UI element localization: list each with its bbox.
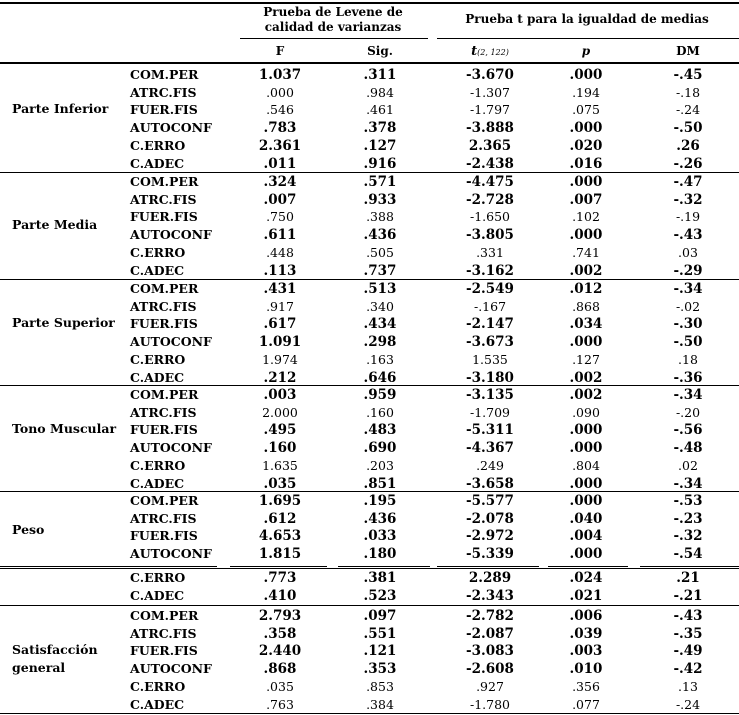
table-row [0,369,739,387]
p-cell: .016 [569,155,603,172]
table-row [0,569,739,587]
variable-cell: C.ADEC [130,262,185,278]
group-separator [0,568,739,569]
t-cell: -.167 [473,298,507,314]
table-row [0,66,739,84]
group-label: Parte Inferior [12,101,109,116]
t-cell: -5.311 [466,422,514,439]
t-cell: -4.367 [466,440,514,457]
dm-cell: -.30 [673,316,703,333]
dm-cell: -.53 [673,493,703,509]
dm-cell: -.32 [673,191,703,208]
t-cell: -3.888 [466,120,514,137]
p-cell: .090 [572,404,600,420]
p-cell: .012 [569,281,603,297]
group-label: Satisfacción general [12,642,98,675]
f-cell: .035 [266,678,294,694]
col-dm-header: DM [676,44,700,58]
table-row [0,280,739,298]
dm-cell: -.54 [673,546,703,563]
sig-cell: .505 [366,244,394,260]
dm-cell: .26 [676,137,700,154]
table-row [0,404,739,422]
f-cell: .868 [263,661,297,678]
t-cell: -1.650 [469,209,510,225]
dm-cell: -.50 [673,334,703,351]
p-cell: .000 [569,493,603,509]
t-cell: .331 [476,244,504,260]
ttest-underline [437,38,739,39]
col-p-header: p [581,44,591,58]
f-cell: .410 [263,587,297,604]
dm-cell: -.56 [673,422,703,439]
f-cell: .431 [263,281,297,297]
t-cell: -3.658 [466,475,514,492]
variable-cell: C.ERRO [130,137,186,153]
f-cell: .007 [263,191,297,208]
table-bottom-rule [0,713,739,714]
dm-cell: .02 [678,457,698,473]
p-cell: .002 [569,369,603,386]
col-t-header [437,44,543,60]
p-cell: .000 [569,120,603,137]
sig-cell: .434 [363,316,397,333]
p-cell: .356 [572,678,600,694]
table-row [0,475,739,493]
table-row [0,642,739,660]
p-cell: .000 [569,546,603,563]
t-cell: -3.670 [466,67,514,83]
sig-cell: .690 [363,440,397,457]
variable-cell: C.ADEC [130,475,185,491]
f-cell: .917 [266,298,294,314]
sig-cell: .127 [363,137,397,154]
f-cell: .612 [263,510,297,527]
f-cell: .000 [266,84,294,100]
f-cell: 1.037 [258,67,302,83]
col-t-subscript: (2, 122) [477,48,509,57]
sig-cell: .195 [363,493,397,509]
sig-cell: .384 [366,696,394,712]
table-row [0,492,739,510]
variable-cell: C.ADEC [130,155,185,171]
sig-cell: .483 [363,422,397,439]
variable-cell: C.ADEC [130,369,185,385]
f-cell: .546 [266,102,294,118]
variable-cell: FUER.FIS [130,316,198,332]
table-row [0,298,739,316]
col-t-label: t [471,44,478,59]
t-cell: 2.289 [468,570,512,586]
group-label: Parte Media [12,217,98,232]
dm-cell: .03 [678,244,698,260]
f-cell: 1.815 [258,546,302,563]
variable-cell: FUER.FIS [130,209,198,225]
sig-cell: .381 [363,570,397,586]
table-row [0,262,739,280]
dm-cell: -.20 [675,404,701,420]
f-cell: .212 [263,369,297,386]
table-row [0,421,739,439]
variable-cell: ATRC.FIS [130,404,197,420]
dm-cell: -.24 [675,102,701,118]
t-cell: -3.805 [466,227,514,244]
table-row [0,333,739,351]
t-cell: -2.438 [466,155,514,172]
table-row [0,173,739,191]
variable-cell: C.ADEC [130,587,185,603]
sig-cell: .353 [363,661,397,678]
group-separator [0,605,739,606]
p-cell: .006 [569,608,603,624]
table-row [0,678,739,696]
f-cell: 1.091 [258,334,302,351]
group-label: Tono Muscular [12,421,117,436]
t-cell: -2.549 [466,281,514,297]
t-cell: -3.083 [466,643,514,660]
variable-cell: COM.PER [130,174,199,189]
f-cell: .763 [266,696,294,712]
p-cell: .004 [569,528,603,545]
dm-cell: -.32 [673,528,703,545]
sig-cell: .097 [363,608,397,624]
p-cell: .024 [569,570,603,586]
sig-cell: .203 [366,457,394,473]
t-cell: -3.180 [466,369,514,386]
col-sig-header: Sig. [367,44,393,58]
f-cell: 2.793 [258,608,302,624]
dm-cell: -.21 [673,587,703,604]
p-cell: .000 [569,440,603,457]
sig-cell: .646 [363,369,397,386]
sig-cell: .523 [363,587,397,604]
t-cell: 2.365 [468,137,512,154]
variable-cell: ATRC.FIS [130,510,197,526]
dm-cell: -.34 [673,475,703,492]
variable-cell: FUER.FIS [130,643,198,659]
f-cell: 2.361 [258,137,302,154]
variable-cell: AUTOCONF [130,661,212,677]
t-cell: -1.709 [469,404,510,420]
dm-cell: -.18 [675,84,701,100]
split-separator [548,566,628,567]
p-cell: .039 [569,625,603,642]
t-cell: -3.135 [466,387,514,403]
sig-cell: .571 [363,174,397,190]
f-cell: .035 [263,475,297,492]
p-cell: .000 [569,334,603,351]
f-cell: .773 [263,570,297,586]
f-cell: 2.000 [262,404,298,420]
t-cell: -2.728 [466,191,514,208]
t-cell: -2.343 [466,587,514,604]
p-cell: .127 [572,351,600,367]
f-cell: 1.974 [262,351,298,367]
variable-cell: ATRC.FIS [130,84,197,100]
t-cell: -2.972 [466,528,514,545]
table-row [0,191,739,209]
table-row [0,660,739,678]
split-separator [230,566,327,567]
sig-cell: .298 [363,334,397,351]
table-row [0,244,739,262]
t-cell: -4.475 [466,174,514,190]
table-row [0,84,739,102]
sig-cell: .340 [366,298,394,314]
f-cell: .448 [266,244,294,260]
variable-cell: C.ERRO [130,351,186,367]
p-cell: .002 [569,262,603,279]
table-row [0,101,739,119]
f-cell: .617 [263,316,297,333]
f-cell: 4.653 [258,528,302,545]
table-row [0,625,739,643]
group-label: Parte Superior [12,315,115,330]
f-cell: 1.635 [262,457,298,473]
ttest-header: Prueba t para la igualdad de medias [465,12,709,26]
t-cell: .249 [476,457,504,473]
sig-cell: .853 [366,678,394,694]
variable-cell: FUER.FIS [130,422,198,438]
p-cell: .000 [569,475,603,492]
dm-cell: .21 [676,570,700,586]
t-cell: -3.673 [466,334,514,351]
variable-cell: AUTOCONF [130,440,212,456]
variable-cell: C.ERRO [130,678,186,694]
dm-cell: -.35 [673,625,703,642]
table-row [0,439,739,457]
table-row [0,315,739,333]
table-row [0,510,739,528]
t-cell: -2.782 [466,608,514,624]
dm-cell: .13 [678,678,698,694]
f-cell: 1.695 [258,493,302,509]
header-bottom-rule [0,62,739,64]
f-cell: .495 [263,422,297,439]
f-cell: .324 [263,174,297,190]
variable-cell: AUTOCONF [130,546,212,562]
p-cell: .075 [572,102,600,118]
p-cell: .003 [569,643,603,660]
t-cell: -1.307 [469,84,510,100]
sig-cell: .160 [366,404,394,420]
t-cell: -2.147 [466,316,514,333]
p-cell: .741 [572,244,600,260]
table-row [0,545,739,563]
p-cell: .020 [569,137,603,154]
sig-cell: .851 [363,475,397,492]
sig-cell: .461 [366,102,394,118]
sig-cell: .436 [363,510,397,527]
variable-cell: ATRC.FIS [130,191,197,207]
variable-cell: FUER.FIS [130,528,198,544]
sig-cell: .984 [366,84,394,100]
f-cell: .113 [263,262,297,279]
variable-cell: C.ERRO [130,457,186,473]
p-cell: .868 [572,298,600,314]
sig-cell: .737 [363,262,397,279]
f-cell: .750 [266,209,294,225]
dm-cell: -.48 [673,440,703,457]
table-row [0,119,739,137]
dm-cell: -.29 [673,262,703,279]
table-row [0,527,739,545]
sig-cell: .311 [363,67,397,83]
t-cell: -1.780 [469,696,510,712]
dm-cell: -.47 [673,174,703,190]
t-cell: -2.087 [466,625,514,642]
p-cell: .034 [569,316,603,333]
f-cell: .160 [263,440,297,457]
t-cell: -2.078 [466,510,514,527]
table-row [0,587,739,605]
variable-cell: AUTOCONF [130,334,212,350]
t-cell: -5.339 [466,546,514,563]
table-row [0,208,739,226]
dm-cell: -.36 [673,369,703,386]
t-cell: 1.535 [472,351,508,367]
t-cell: -3.162 [466,262,514,279]
table-top-rule [0,2,739,4]
dm-cell: -.23 [673,510,703,527]
p-cell: .102 [572,209,600,225]
p-cell: .000 [569,227,603,244]
variable-cell: ATRC.FIS [130,298,197,314]
table-row [0,607,739,625]
table-row [0,226,739,244]
sig-cell: .916 [363,155,397,172]
dm-cell: -.24 [675,696,701,712]
variable-cell: C.ADEC [130,696,185,712]
sig-cell: .163 [366,351,394,367]
variable-cell: COM.PER [130,493,199,508]
variable-cell: AUTOCONF [130,227,212,243]
variable-cell: COM.PER [130,281,199,296]
split-separator [640,566,739,567]
dm-cell: -.50 [673,120,703,137]
dm-cell: -.34 [673,281,703,297]
variable-cell: COM.PER [130,387,199,402]
sig-cell: .378 [363,120,397,137]
p-cell: .010 [569,661,603,678]
sig-cell: .551 [363,625,397,642]
dm-cell: -.43 [673,227,703,244]
f-cell: .783 [263,120,297,137]
sig-cell: .436 [363,227,397,244]
split-separator [437,566,539,567]
p-cell: .021 [569,587,603,604]
variable-cell: ATRC.FIS [130,625,197,641]
levene-header: Prueba de Levene de calidad de varianzas [263,5,403,34]
table-row [0,386,739,404]
dm-cell: -.34 [673,387,703,403]
dm-cell: .18 [678,351,698,367]
levene-underline [240,38,428,39]
table-row [0,155,739,173]
f-cell: .011 [263,155,297,172]
p-cell: .040 [569,510,603,527]
variable-cell: FUER.FIS [130,102,198,118]
f-cell: .003 [263,387,297,403]
t-cell: -5.577 [466,493,514,509]
dm-cell: -.42 [673,661,703,678]
p-cell: .000 [569,174,603,190]
table-row [0,696,739,714]
sig-cell: .933 [363,191,397,208]
sig-cell: .513 [363,281,397,297]
sig-cell: .959 [363,387,397,403]
p-cell: .000 [569,67,603,83]
dm-cell: -.45 [673,67,703,83]
split-separator [338,566,430,567]
split-separator [0,566,217,567]
p-cell: .000 [569,422,603,439]
variable-cell: COM.PER [130,67,199,82]
variable-cell: C.ERRO [130,570,186,585]
dm-cell: -.26 [673,155,703,172]
sig-cell: .388 [366,209,394,225]
dm-cell: -.02 [675,298,701,314]
f-cell: .358 [263,625,297,642]
sig-cell: .180 [363,546,397,563]
p-cell: .194 [572,84,600,100]
dm-cell: -.49 [673,643,703,660]
p-cell: .007 [569,191,603,208]
t-cell: -2.608 [466,661,514,678]
p-cell: .804 [572,457,600,473]
t-cell: -1.797 [469,102,510,118]
variable-cell: AUTOCONF [130,120,212,136]
dm-cell: -.43 [673,608,703,624]
sig-cell: .033 [363,528,397,545]
f-cell: .611 [263,227,297,244]
table-row [0,351,739,369]
table-row [0,457,739,475]
variable-cell: COM.PER [130,608,199,623]
table-row [0,137,739,155]
dm-cell: -.19 [675,209,701,225]
variable-cell: C.ERRO [130,244,186,260]
f-cell: 2.440 [258,643,302,660]
sig-cell: .121 [363,643,397,660]
t-cell: .927 [476,678,504,694]
p-cell: .077 [572,696,600,712]
group-label: Peso [12,522,45,537]
col-f-header: F [275,44,285,58]
p-cell: .002 [569,387,603,403]
